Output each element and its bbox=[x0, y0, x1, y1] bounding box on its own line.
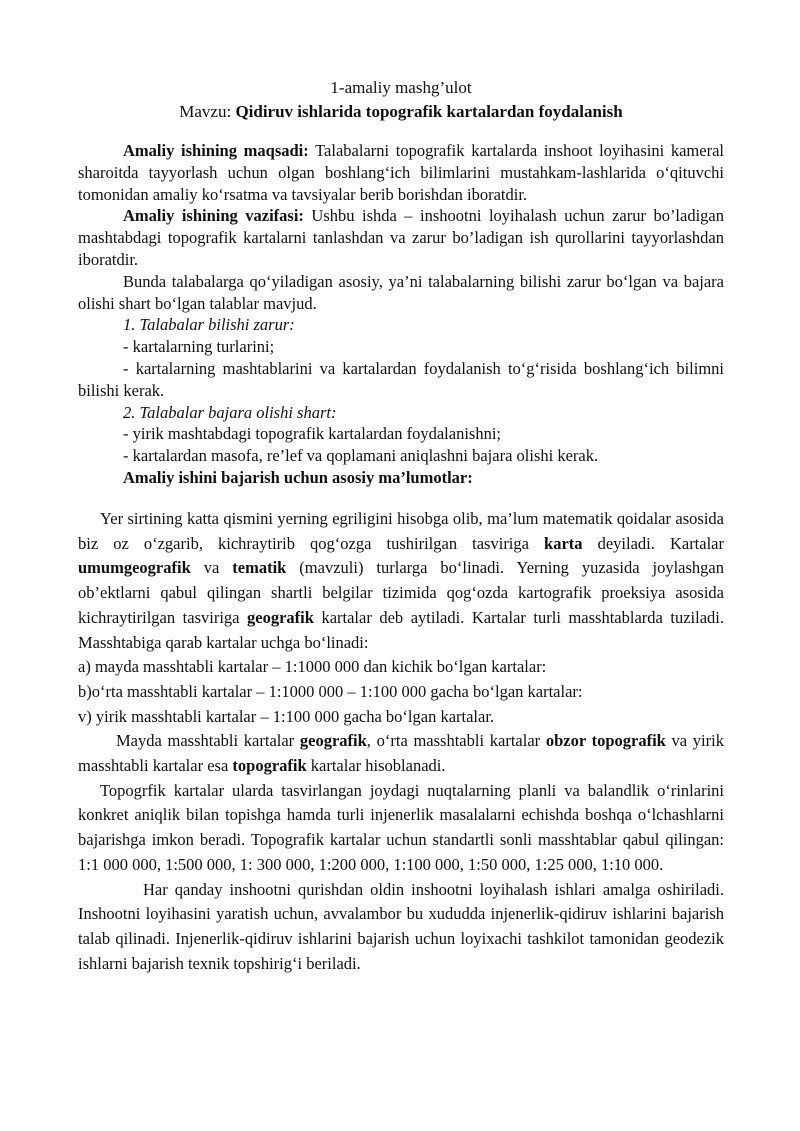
design-work-paragraph: Har qanday inshootni qurishdan oldin inshootni loyihalash ishlari amalga oshiriladi. Inshootni loyihasini yaratish uchun, avvalambor bu xududda injenerlik-qidiruv ishlarini bajarish talab qilinadi. Injenerlik-qidiruv ishlarini bajarish uchun loyixachi tashkilot tamonidan geodezik ishlarni bajarish texnik topshirig‘i beriladi. bbox=[78, 879, 724, 973]
topic-line bbox=[78, 101, 724, 123]
intro-paragraph: Bunda talabalarga qo‘yiladigan asosiy, ya’ni talabalarning bilishi zarur bo‘lgan va bajara olishi shart bo‘lgan talablar mavjud. bbox=[78, 271, 724, 313]
goal-text: Talabalarni topografik kartalarda inshoot loyihasini kameral sharoitda tayyorlash uchun olgan boshlang‘ich bilimlarini mustahkam-lashlarida o‘qituvchi tomonidan amaliy ko‘rsatma va tavsiyalar berib borishdan iboratdir. bbox=[78, 141, 724, 204]
topic-title: Qidiruv ishlarida topografik kartalardan foydalanish bbox=[235, 102, 623, 121]
must-do-item: - yirik mashtabdagi topografik kartalardan foydalanishni; bbox=[123, 424, 502, 444]
map-types-paragraph: Mayda masshtabli kartalar geografik, o‘rta masshtabli kartalar obzor topografik va yirik masshtabli kartalar esa topografik kartalar hisoblanadi. bbox=[78, 731, 724, 776]
basics-heading: Amaliy ishini bajarish uchun asosiy ma’lumotlar: bbox=[123, 467, 473, 487]
map-definition-paragraph: Yer sirtining katta qismini yerning egriligini hisobga olib, ma’lum matematik qoidalar asosida biz oz o‘zgarib, kichraytirib qog‘ozga tushirilgan tasviriga karta deyiladi. Kartalar umumgeografik va tematik (mavzuli) turlarga bo‘linadi. Yerning yuzasida joylashgan ob’ektlarni qabul qilingan shartli belgilar tizimida qog‘ozda kartografik proeksiya asosida kichraytirilgan tasviriga geografik kartalar deb aytiladi. Kartalar turli masshtablarda tuziladi. Masshtabiga qarab kartalar uchga bo‘linadi: bbox=[78, 509, 725, 652]
task-label: Amaliy ishining vazifasi: bbox=[123, 206, 304, 226]
must-know-heading: 1. Talabalar bilishi zarur: bbox=[123, 315, 295, 335]
page-title: 1-amaliy mashg’ulot bbox=[330, 78, 472, 97]
must-do-item: - kartalardan masofa, re’lef va qoplamani aniqlashni bajara olishi kerak. bbox=[123, 446, 599, 466]
must-know-item: - kartalarning turlarini; bbox=[123, 337, 275, 357]
scale-item-medium: b)o‘rta masshtabli kartalar – 1:1000 000 – 1:100 000 gacha bo‘lgan kartalar: bbox=[78, 681, 583, 701]
basics-section bbox=[78, 507, 724, 976]
topic-label: Mavzu: bbox=[179, 102, 236, 121]
topographic-scales-paragraph: Topogrfik kartalar ularda tasvirlangan joydagi nuqtalarning planli va balandlik o‘rinlarini konkret aniqlik bilan topishga hamda turli injenerlik masalalarni echishda boshqa o‘lchashlarni bajarishga imkon beradi. Topografik kartalar uchun standartli sonli masshtablar qabul qilingan: 1:1 000 000, 1:500 000, 1: 300 000, 1:200 000, 1:100 000, 1:50 000, 1:25 000, 1:10 000. bbox=[78, 780, 724, 874]
objectives-section bbox=[78, 140, 724, 489]
task-text: Ushbu ishda – inshootni loyihalash uchun zarur bo’ladigan mashtabdagi topografik kartalarni tanlashdan va zarur bo’ladigan ish qurollarini tayyorlashdan iboratdir. bbox=[78, 206, 725, 269]
goal-label: Amaliy ishining maqsadi: bbox=[123, 141, 309, 160]
scale-item-small: a) mayda masshtabli kartalar – 1:1000 000 dan kichik bo‘lgan kartalar: bbox=[78, 657, 547, 677]
must-know-item: - kartalarning mashtablarini va kartalardan foydalanish to‘g‘risida boshlang‘ich bilimni bilishi kerak. bbox=[78, 358, 724, 400]
task-paragraph bbox=[78, 205, 724, 270]
must-do-heading: 2. Talabalar bajara olishi shart: bbox=[123, 402, 337, 422]
goal-paragraph bbox=[78, 140, 724, 205]
scale-item-large: v) yirik masshtabli kartalar – 1:100 000 gacha bo‘lgan kartalar. bbox=[78, 706, 495, 726]
